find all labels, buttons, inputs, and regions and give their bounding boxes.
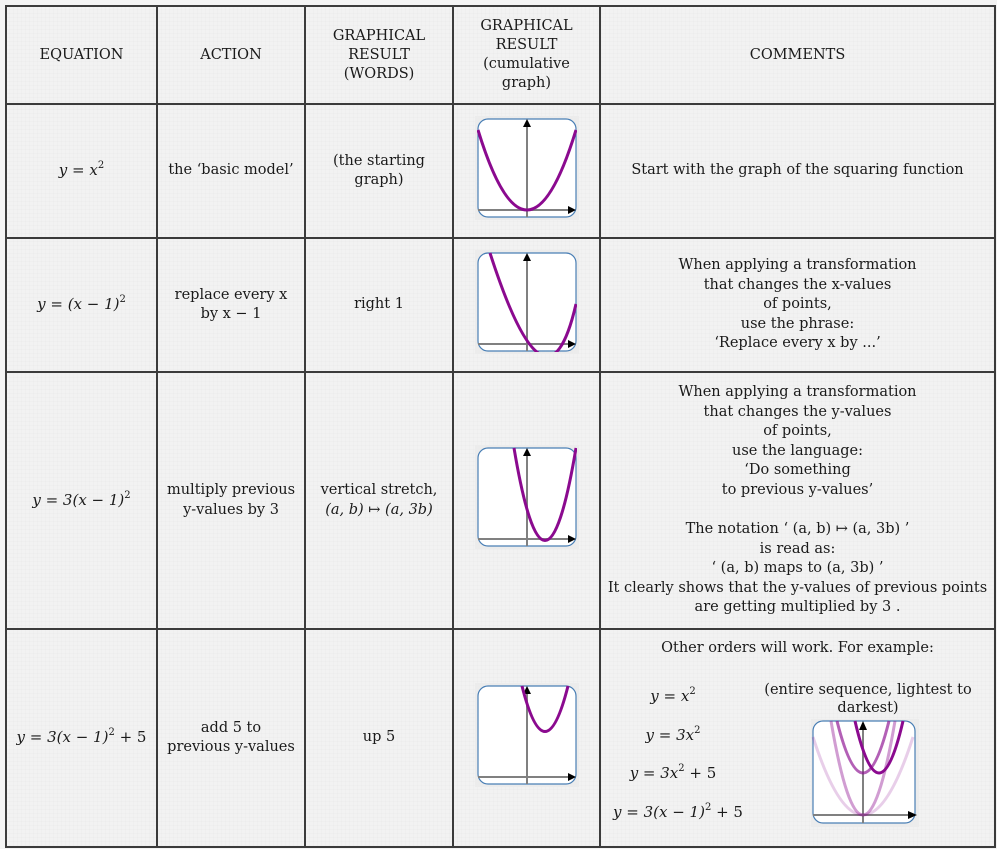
- comments-cell: [600, 629, 995, 847]
- result-cell: vertical stretch, (a, b) ↦ (a, 3b): [305, 372, 453, 629]
- graph-cell: [453, 104, 600, 238]
- result-cell: (the starting graph): [305, 104, 453, 238]
- table-row: [6, 104, 995, 238]
- table-row: [6, 238, 995, 372]
- sequence-equation: $y = 3x^2 + 5$: [629, 762, 717, 782]
- header-comments: COMMENTS: [600, 6, 995, 104]
- result-cell: up 5: [305, 629, 453, 847]
- sequence-graph-icon: [811, 719, 919, 827]
- header-result-words: GRAPHICAL RESULT (WORDS): [305, 6, 453, 104]
- action-cell: replace every x by x − 1: [157, 238, 305, 372]
- graph-cell: [453, 372, 600, 629]
- parabola-graph-icon: [475, 445, 579, 549]
- parabola-graph-icon: [475, 116, 579, 220]
- graph-cell: [453, 238, 600, 372]
- sequence-caption: (entire sequence, lightest to darkest): [764, 681, 972, 716]
- sequence-equation: $y = x^2$: [650, 685, 696, 705]
- parabola-graph-icon: [475, 250, 579, 354]
- comments-cell: When applying a transformation that changes the x-values of points, use the phrase: ‘Replace every x by ...’: [600, 238, 995, 372]
- action-cell: the ‘basic model’: [157, 104, 305, 238]
- comments-cell: When applying a transformation that changes the y-values of points, use the language: ‘Do something to previous y-values’ The notation ‘ (a, b) ↦ (a, 3b) ’ is read as: ‘ (a, b) maps to (a, 3b) ’ It clearly shows that the y-values of previous points are getting multiplied by 3 .: [600, 372, 995, 629]
- header-result-graph: GRAPHICAL RESULT (cumulative graph): [453, 6, 600, 104]
- comments-cell: Start with the graph of the squaring function: [600, 104, 995, 238]
- equation-cell: $y = x^2$: [6, 104, 157, 238]
- result-cell: right 1: [305, 238, 453, 372]
- table-row: [6, 372, 995, 629]
- transformations-table-sheet: [5, 5, 994, 846]
- action-cell: multiply previous y-values by 3: [157, 372, 305, 629]
- equation-cell: $y = (x - 1)^2$: [6, 238, 157, 372]
- sequence-equation: $y = 3(x - 1)^2 + 5$: [613, 801, 743, 821]
- sequence-equation: $y = 3x^2$: [645, 724, 701, 744]
- header-equation: EQUATION: [6, 6, 157, 104]
- parabola-graph-icon: [475, 683, 579, 787]
- action-cell: add 5 to previous y-values: [157, 629, 305, 847]
- header-action: ACTION: [157, 6, 305, 104]
- equation-cell: $y = 3(x - 1)^2 + 5$: [6, 629, 157, 847]
- equation-cell: $y = 3(x - 1)^2$: [6, 372, 157, 629]
- header-row: [6, 6, 995, 104]
- table-row: [6, 629, 995, 847]
- transformations-table: [5, 5, 996, 848]
- graph-cell: [453, 629, 600, 847]
- other-orders-example: Other orders will work. For example: $y = x^2$ $y = 3x^2$ $y = 3x^2 + 5$ $y = 3(x - 1)^2 + 5$ (entire sequence, lightest to darkest): [603, 631, 992, 846]
